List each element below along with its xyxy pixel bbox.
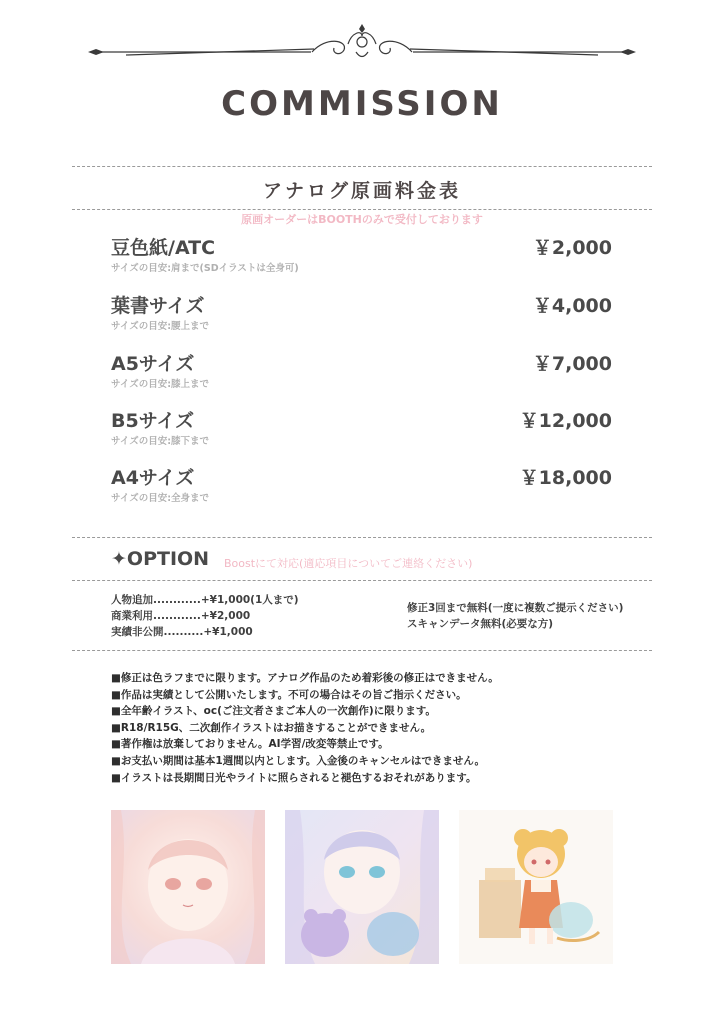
terms-item: ■修正は色ラフまでに限ります。アナログ作品のため着彩後の修正はできません。: [111, 672, 499, 684]
terms-list: [111, 670, 671, 786]
terms-item: ■R18/R15G、二次創作イラストはお描きすることができません。: [111, 721, 432, 734]
price-item-price: ￥4,000: [532, 295, 612, 317]
price-item-name: 豆色紙/ATC: [111, 237, 216, 259]
option-list-right: [407, 600, 623, 632]
option-line: 実績非公開..........+¥1,000: [111, 626, 253, 638]
price-item-size-note: サイズの目安:膝上まで: [111, 379, 210, 390]
terms-item: ■イラストは長期間日光やライトに照らされると褪色するおそれがあります。: [111, 771, 477, 784]
price-item-size-note: サイズの目安:肩まで(SDイラストは全身可): [111, 263, 299, 274]
price-section-title: アナログ原画料金表: [262, 180, 461, 202]
price-item-price: ￥12,000: [519, 410, 612, 432]
divider: [72, 166, 652, 167]
divider: [72, 537, 652, 538]
divider: [72, 650, 652, 651]
option-line: 人物追加............+¥1,000(1人まで): [111, 594, 299, 606]
terms-item: ■全年齢イラスト、oc(ご注文者さまご本人の一次創作)に限ります。: [111, 705, 436, 718]
sample-artwork-image: [459, 810, 613, 964]
sample-artwork-image: [111, 810, 265, 964]
price-item-price: ￥7,000: [532, 353, 612, 375]
price-item-name: B5サイズ: [111, 410, 195, 432]
price-item-size-note: サイズの目安:全身まで: [111, 493, 210, 504]
terms-item: ■著作権は放棄しておりません。AI学習/改変等禁止です。: [111, 738, 389, 751]
price-item-name: 葉書サイズ: [111, 295, 205, 317]
ornament-divider-icon: [86, 22, 638, 64]
option-section-title: ✦OPTION: [111, 548, 210, 570]
price-item-name: A5サイズ: [111, 353, 195, 375]
divider: [72, 209, 652, 210]
price-item-size-note: サイズの目安:膝下まで: [111, 436, 210, 447]
sample-artwork-image: [285, 810, 439, 964]
terms-item: ■お支払い期間は基本1週間以内とします。入金後のキャンセルはできません。: [111, 754, 486, 767]
option-list-left: [111, 592, 299, 640]
option-section-note: Boostにて対応(適応項目についてご連絡ください): [224, 557, 473, 570]
divider: [72, 580, 652, 581]
terms-item: ■作品は実績として公開いたします。不可の場合はその旨ご指示ください。: [111, 688, 467, 701]
option-line: 商業利用............+¥2,000: [111, 610, 251, 622]
price-item-price: ￥2,000: [532, 237, 612, 259]
price-section-note: 原画オーダーはBOOTHのみで受付しております: [241, 213, 483, 226]
option-line: 修正3回まで無料(一度に複数ご提示ください): [407, 602, 624, 614]
price-item-size-note: サイズの目安:腰上まで: [111, 321, 210, 332]
price-item-price: ￥18,000: [519, 467, 612, 489]
price-item-name: A4サイズ: [111, 467, 195, 489]
option-line: スキャンデータ無料(必要な方): [407, 618, 554, 630]
page-title: COMMISSION: [221, 84, 503, 124]
